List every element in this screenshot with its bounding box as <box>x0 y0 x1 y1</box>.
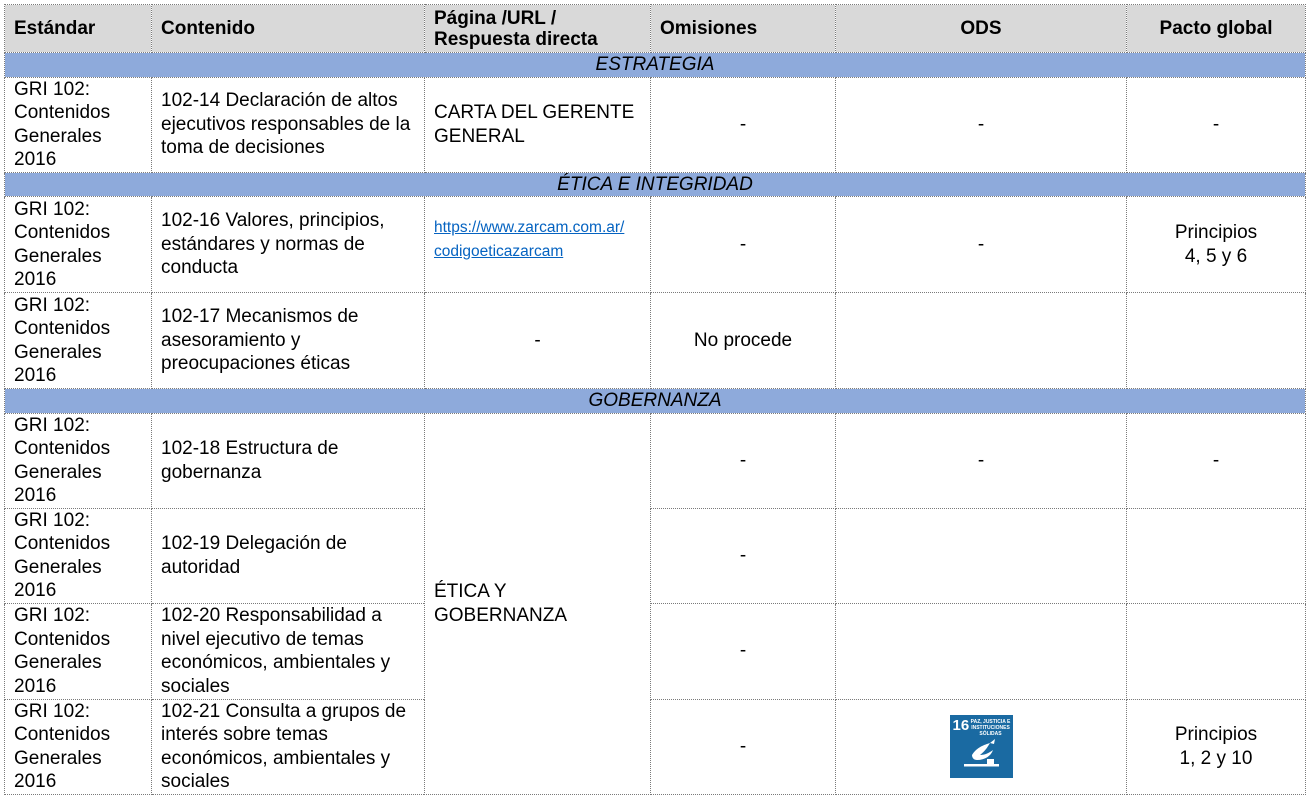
dove-gavel-icon <box>950 715 1013 778</box>
section-row-strategy <box>5 53 1306 78</box>
section-row-ethics <box>5 172 1306 197</box>
table-row <box>5 197 1306 293</box>
global-compact-cell <box>1127 603 1306 699</box>
global-compact-cell <box>1127 197 1306 293</box>
standard-cell: GRI 102: Contenidos Generales 2016 <box>5 603 152 699</box>
omissions-cell: - <box>651 413 836 508</box>
content-cell: 102-17 Mecanismos de asesoramiento y preocupaciones éticas <box>152 293 425 389</box>
standard-cell: GRI 102: Contenidos Generales 2016 <box>5 293 152 389</box>
omissions-cell: - <box>651 197 836 293</box>
global-compact-line1: Principios <box>1174 724 1258 745</box>
page-cell: - <box>425 293 651 389</box>
section-title-strategy: ESTRATEGIA <box>5 53 1306 78</box>
link-line1[interactable]: https://www.zarcam.com.ar/ <box>434 219 625 236</box>
page-cell: CARTA DEL GERENTE GENERAL <box>425 77 651 172</box>
global-compact-cell <box>1127 508 1306 603</box>
header-page-url-line2: Respuesta directa <box>434 28 598 50</box>
ods-cell <box>836 603 1127 699</box>
omissions-cell: - <box>651 508 836 603</box>
table-row <box>5 699 1306 794</box>
content-cell: 102-14 Declaración de altos ejecutivos responsables de la toma de decisiones <box>152 77 425 172</box>
table-row <box>5 293 1306 389</box>
section-title-ethics: ÉTICA E INTEGRIDAD <box>5 172 1306 197</box>
sdg-16-label: PAZ, JUSTICIA E INSTITUCIONES SÓLIDAS <box>970 719 1011 737</box>
sdg-16-icon <box>950 715 1013 778</box>
section-title-governance: GOBERNANZA <box>5 389 1306 414</box>
standard-cell: GRI 102: Contenidos Generales 2016 <box>5 197 152 293</box>
table-row <box>5 77 1306 172</box>
standard-cell: GRI 102: Contenidos Generales 2016 <box>5 699 152 794</box>
global-compact-line2: 1, 2 y 10 <box>1179 747 1253 769</box>
header-row <box>5 5 1306 53</box>
page-cell-merged: ÉTICA Y GOBERNANZA <box>425 413 651 794</box>
ods-cell: - <box>836 413 1127 508</box>
page-link-cell <box>425 197 651 293</box>
content-cell: 102-16 Valores, principios, estándares y normas de conducta <box>152 197 425 293</box>
standard-cell: GRI 102: Contenidos Generales 2016 <box>5 413 152 508</box>
omissions-cell: - <box>651 603 836 699</box>
header-global-compact: Pacto global <box>1127 5 1306 53</box>
standard-cell: GRI 102: Contenidos Generales 2016 <box>5 508 152 603</box>
omissions-cell: - <box>651 699 836 794</box>
table-row <box>5 413 1306 508</box>
section-row-governance <box>5 389 1306 414</box>
ods-cell <box>836 508 1127 603</box>
global-compact-line1: Principios <box>1174 222 1258 243</box>
content-cell: 102-20 Responsabilidad a nivel ejecutivo de temas económicos, ambientales y sociales <box>152 603 425 699</box>
global-compact-cell: - <box>1127 77 1306 172</box>
ods-cell <box>836 293 1127 389</box>
ods-cell: - <box>836 197 1127 293</box>
header-omissions: Omisiones <box>651 5 836 53</box>
content-cell: 102-18 Estructura de gobernanza <box>152 413 425 508</box>
global-compact-cell <box>1127 699 1306 794</box>
content-cell: 102-21 Consulta a grupos de interés sobre temas económicos, ambientales y sociales <box>152 699 425 794</box>
gri-index-table <box>4 4 1306 795</box>
header-page-url <box>425 5 651 53</box>
sdg-16-number: 16 <box>952 717 970 734</box>
header-ods: ODS <box>836 5 1127 53</box>
table-row <box>5 508 1306 603</box>
table-row <box>5 603 1306 699</box>
header-standard: Estándar <box>5 5 152 53</box>
standard-cell: GRI 102: Contenidos Generales 2016 <box>5 77 152 172</box>
link-line2[interactable]: codigoeticazarcam <box>434 242 564 260</box>
global-compact-cell: - <box>1127 413 1306 508</box>
omissions-cell: - <box>651 77 836 172</box>
header-page-url-line1: Página /URL / <box>434 7 557 29</box>
ods-cell: - <box>836 77 1127 172</box>
code-of-ethics-link[interactable] <box>434 219 624 260</box>
omissions-cell: No procede <box>651 293 836 389</box>
header-content: Contenido <box>152 5 425 53</box>
content-cell: 102-19 Delegación de autoridad <box>152 508 425 603</box>
global-compact-cell <box>1127 293 1306 389</box>
ods-cell <box>836 699 1127 794</box>
global-compact-line2: 4, 5 y 6 <box>1184 245 1248 267</box>
